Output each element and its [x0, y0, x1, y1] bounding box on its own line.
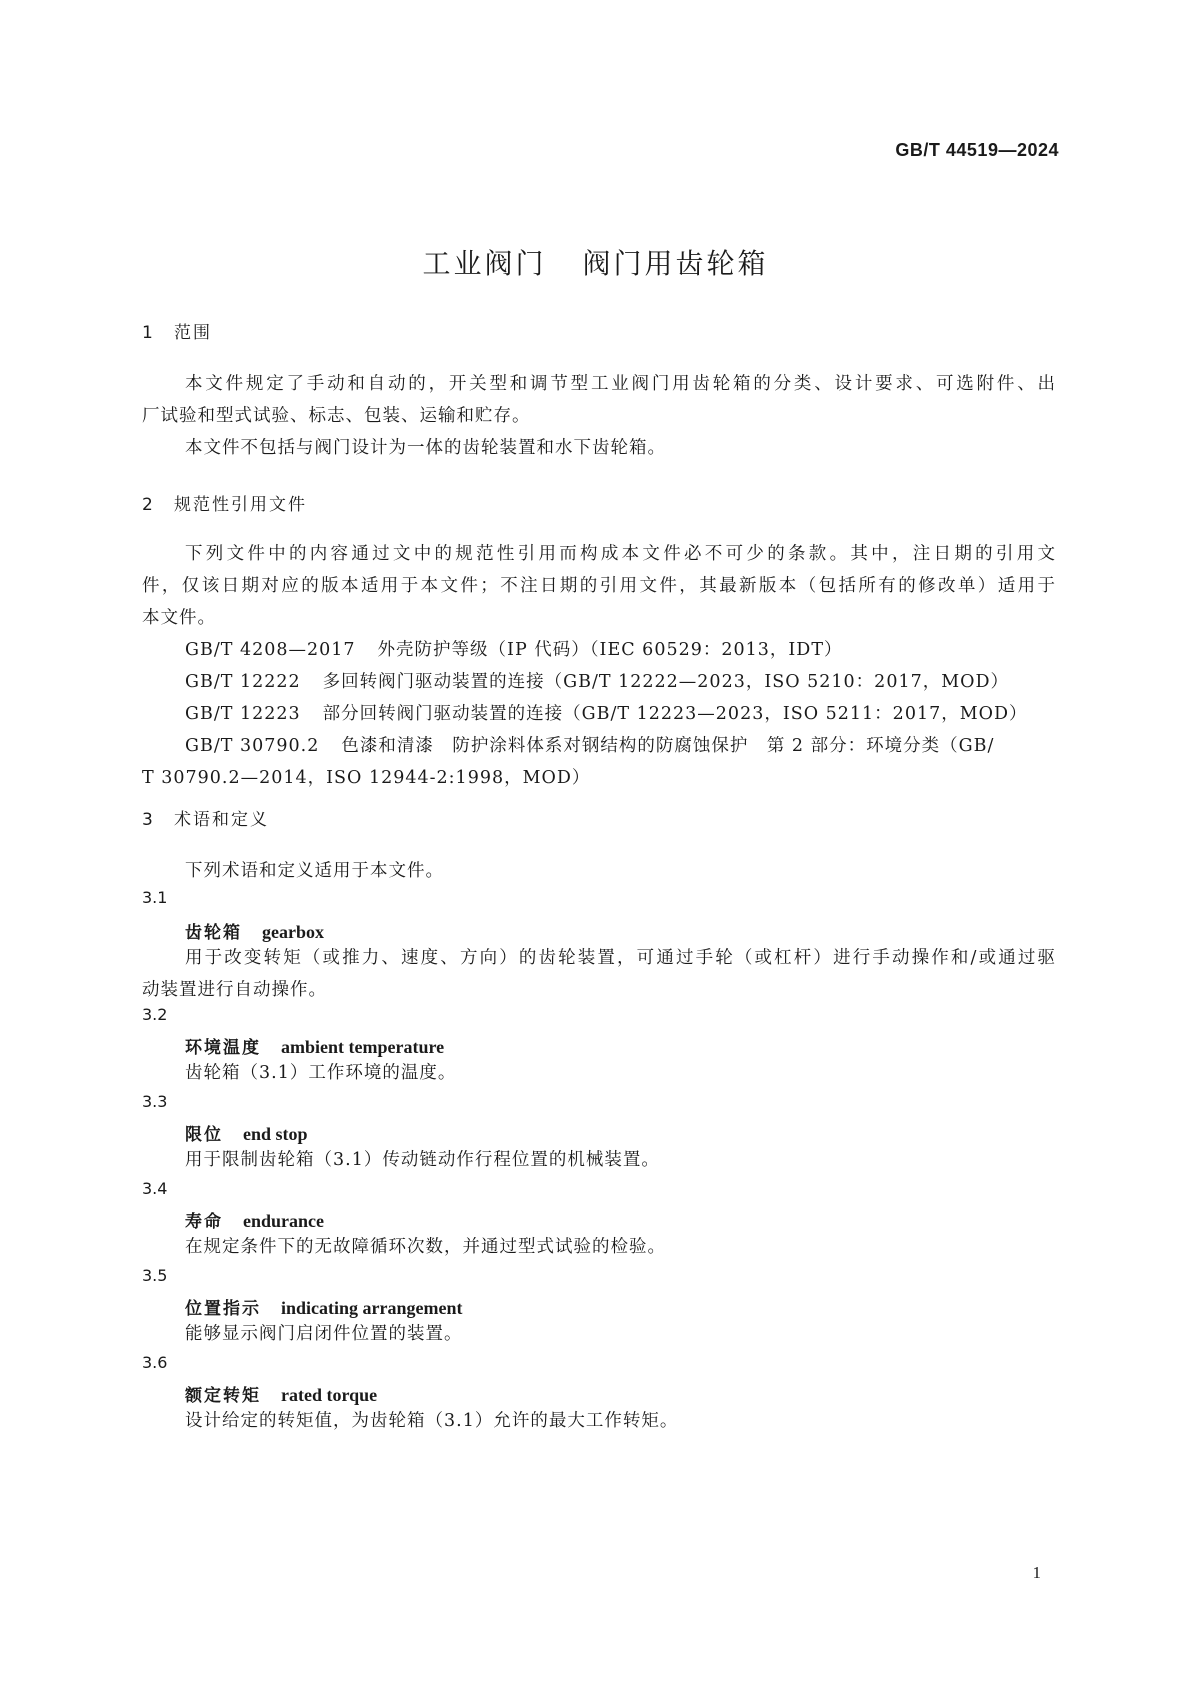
reference-item [142, 730, 1056, 762]
term-definition [142, 1231, 1056, 1263]
term-name [185, 1381, 377, 1406]
term-definition [142, 942, 1056, 1006]
title-part-2: 阀门用齿轮箱 [582, 247, 769, 280]
normative-references-text [142, 538, 1056, 794]
term-number: 3.6 [142, 1353, 168, 1372]
term-name-zh: 齿轮箱 [185, 923, 242, 943]
definition-line: 设计给定的转矩值，为齿轮箱（3.1）允许的最大工作转矩。 [185, 1411, 679, 1431]
intro-line: 件，仅该日期对应的版本适用于本文件；不注日期的引用文件，其最新版本（包括所有的修改单）适用于 [142, 576, 1056, 596]
definition-line: 动装置进行自动操作。 [142, 980, 327, 1000]
intro-line: 下列文件中的内容通过文中的规范性引用而构成本文件必不可少的条款。其中，注日期的引用文 [185, 544, 1056, 564]
term-definition [142, 1144, 1056, 1176]
section-number: 3 [142, 810, 153, 830]
reference-continuation: T 30790.2—2014，ISO 12944-2:1998，MOD） [142, 768, 591, 788]
reference-item [142, 698, 1056, 730]
term-number: 3.2 [142, 1005, 168, 1024]
definition-line: 能够显示阀门启闭件位置的装置。 [185, 1324, 463, 1344]
term-name-en: ambient temperature [281, 1037, 445, 1057]
term-name-zh: 环境温度 [185, 1038, 261, 1058]
term-name-zh: 额定转矩 [185, 1386, 261, 1406]
term-name [185, 918, 324, 943]
scope-line: 本文件不包括与阀门设计为一体的齿轮装置和水下齿轮箱。 [185, 438, 666, 458]
intro-line: 本文件。 [142, 608, 216, 628]
reference-title: 多回转阀门驱动装置的连接（GB/T 12222—2023，ISO 5210：2017，MOD） [322, 672, 1010, 692]
terms-intro-line: 下列术语和定义适用于本文件。 [185, 861, 444, 881]
section-title: 规范性引用文件 [174, 495, 307, 515]
term-name-zh: 寿命 [185, 1212, 223, 1232]
term-name-en: endurance [243, 1211, 324, 1231]
term-name-zh: 限位 [185, 1125, 223, 1145]
term-definition [142, 1318, 1056, 1350]
scope-line: 本文件规定了手动和自动的，开关型和调节型工业阀门用齿轮箱的分类、设计要求、可选附件、出 [185, 374, 1056, 394]
term-name [185, 1120, 308, 1145]
term-definition [142, 1405, 1056, 1437]
term-name-en: end stop [243, 1124, 308, 1144]
reference-code: GB/T 12222 [185, 672, 301, 692]
definition-line: 用于改变转矩（或推力、速度、方向）的齿轮装置，可通过手轮（或杠杆）进行手动操作和/或通过驱 [185, 948, 1056, 968]
terms-intro [142, 855, 1056, 887]
section-number: 2 [142, 495, 153, 515]
term-name [185, 1207, 324, 1232]
definition-line: 齿轮箱（3.1）工作环境的温度。 [185, 1063, 457, 1083]
definition-line: 用于限制齿轮箱（3.1）传动链动作行程位置的机械装置。 [185, 1150, 660, 1170]
reference-title: 色漆和清漆 防护涂料体系对钢结构的防腐蚀保护 第 2 部分：环境分类（GB/ [341, 736, 995, 756]
section-number: 1 [142, 323, 153, 343]
term-definition [142, 1057, 1056, 1089]
term-number: 3.4 [142, 1179, 168, 1198]
scope-line: 厂试验和型式试验、标志、包装、运输和贮存。 [142, 406, 531, 426]
title-part-1: 工业阀门 [422, 247, 547, 280]
reference-title: 部分回转阀门驱动装置的连接（GB/T 12223—2023，ISO 5211：2017，MOD） [322, 704, 1028, 724]
document-title [0, 242, 1191, 282]
term-name-en: rated torque [281, 1385, 378, 1405]
scope-text [142, 368, 1056, 464]
section-title: 术语和定义 [174, 810, 269, 830]
term-name-en: gearbox [262, 922, 324, 942]
section-heading-terms [142, 805, 269, 830]
reference-title: 外壳防护等级（IP 代码）（IEC 60529：2013，IDT） [377, 640, 843, 660]
section-heading-scope [142, 318, 212, 343]
reference-item [142, 634, 1056, 666]
section-title: 范围 [174, 323, 212, 343]
standard-code: GB/T 44519—2024 [895, 140, 1059, 160]
section-heading-normative-references [142, 490, 307, 515]
term-name-zh: 位置指示 [185, 1299, 261, 1319]
page-number: 1 [1032, 1563, 1041, 1582]
reference-item [142, 666, 1056, 698]
reference-code: GB/T 4208—2017 [185, 640, 356, 660]
term-name-en: indicating arrangement [281, 1298, 463, 1318]
term-number: 3.3 [142, 1092, 168, 1111]
term-number: 3.5 [142, 1266, 168, 1285]
term-name [185, 1294, 463, 1319]
term-name [185, 1033, 444, 1058]
reference-code: GB/T 30790.2 [185, 736, 320, 756]
term-number: 3.1 [142, 888, 168, 907]
reference-code: GB/T 12223 [185, 704, 301, 724]
definition-line: 在规定条件下的无故障循环次数，并通过型式试验的检验。 [185, 1237, 666, 1257]
